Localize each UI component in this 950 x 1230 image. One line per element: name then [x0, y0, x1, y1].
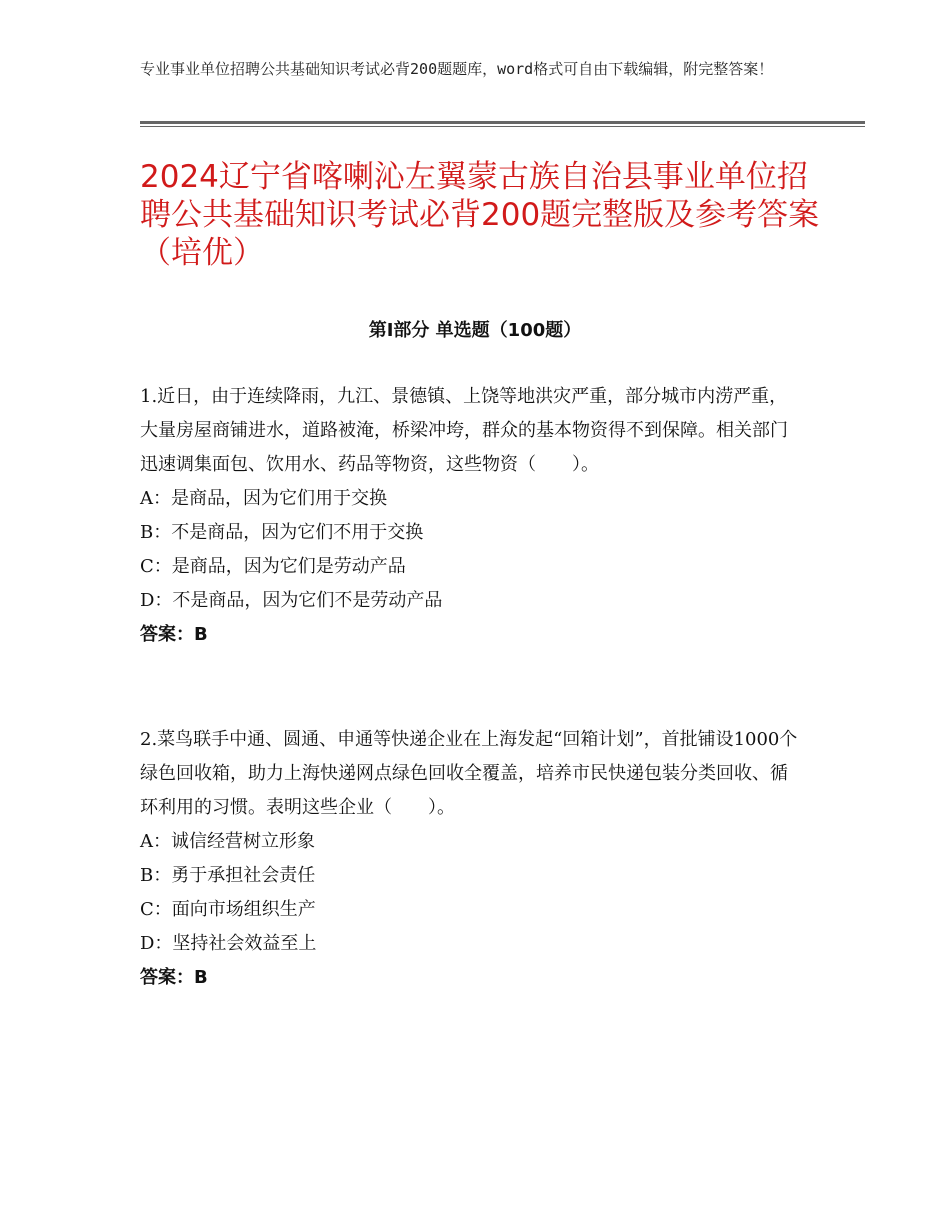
question-stem: 1.近日，由于连续降雨，九江、景德镇、上饶等地洪灾严重，部分城市内涝严重，大量房屋商铺进水，道路被淹，桥梁冲垮，群众的基本物资得不到保障。相关部门迅速调集面包、饮用水、药品等物资，这些物资（ ）。 — [140, 386, 788, 475]
option-b: B：不是商品，因为它们不用于交换 — [140, 522, 424, 543]
option-c: C：面向市场组织生产 — [140, 899, 316, 920]
question-1 — [140, 380, 805, 652]
option-a: A：诚信经营树立形象 — [140, 831, 315, 852]
section-title: 第I部分 单选题（100题） — [368, 320, 582, 341]
option-d: D：不是商品，因为它们不是劳动产品 — [140, 590, 443, 611]
option-b: B：勇于承担社会责任 — [140, 865, 316, 886]
header-rule-thin — [140, 126, 865, 127]
header-note: 专业事业单位招聘公共基础知识考试必背200题题库，word格式可自由下载编辑，附完整答案！ — [140, 60, 774, 78]
option-a: A：是商品，因为它们用于交换 — [140, 488, 387, 509]
question-stem: 2.菜鸟联手中通、圆通、申通等快递企业在上海发起“回箱计划”，首批铺设1000个绿色回收箱，助力上海快递网点绿色回收全覆盖，培养市民快递包装分类回收、循环利用的习惯。表明这些企业（ ）。 — [140, 729, 798, 818]
header-rule-thick — [140, 121, 865, 124]
question-2 — [140, 723, 805, 995]
answer: 答案：B — [140, 967, 208, 988]
option-c: C：是商品，因为它们是劳动产品 — [140, 556, 406, 577]
answer: 答案：B — [140, 624, 208, 645]
option-d: D：坚持社会效益至上 — [140, 933, 317, 954]
document-title: 2024辽宁省喀喇沁左翼蒙古族自治县事业单位招聘公共基础知识考试必背200题完整版及参考答案（培优） — [140, 159, 820, 271]
